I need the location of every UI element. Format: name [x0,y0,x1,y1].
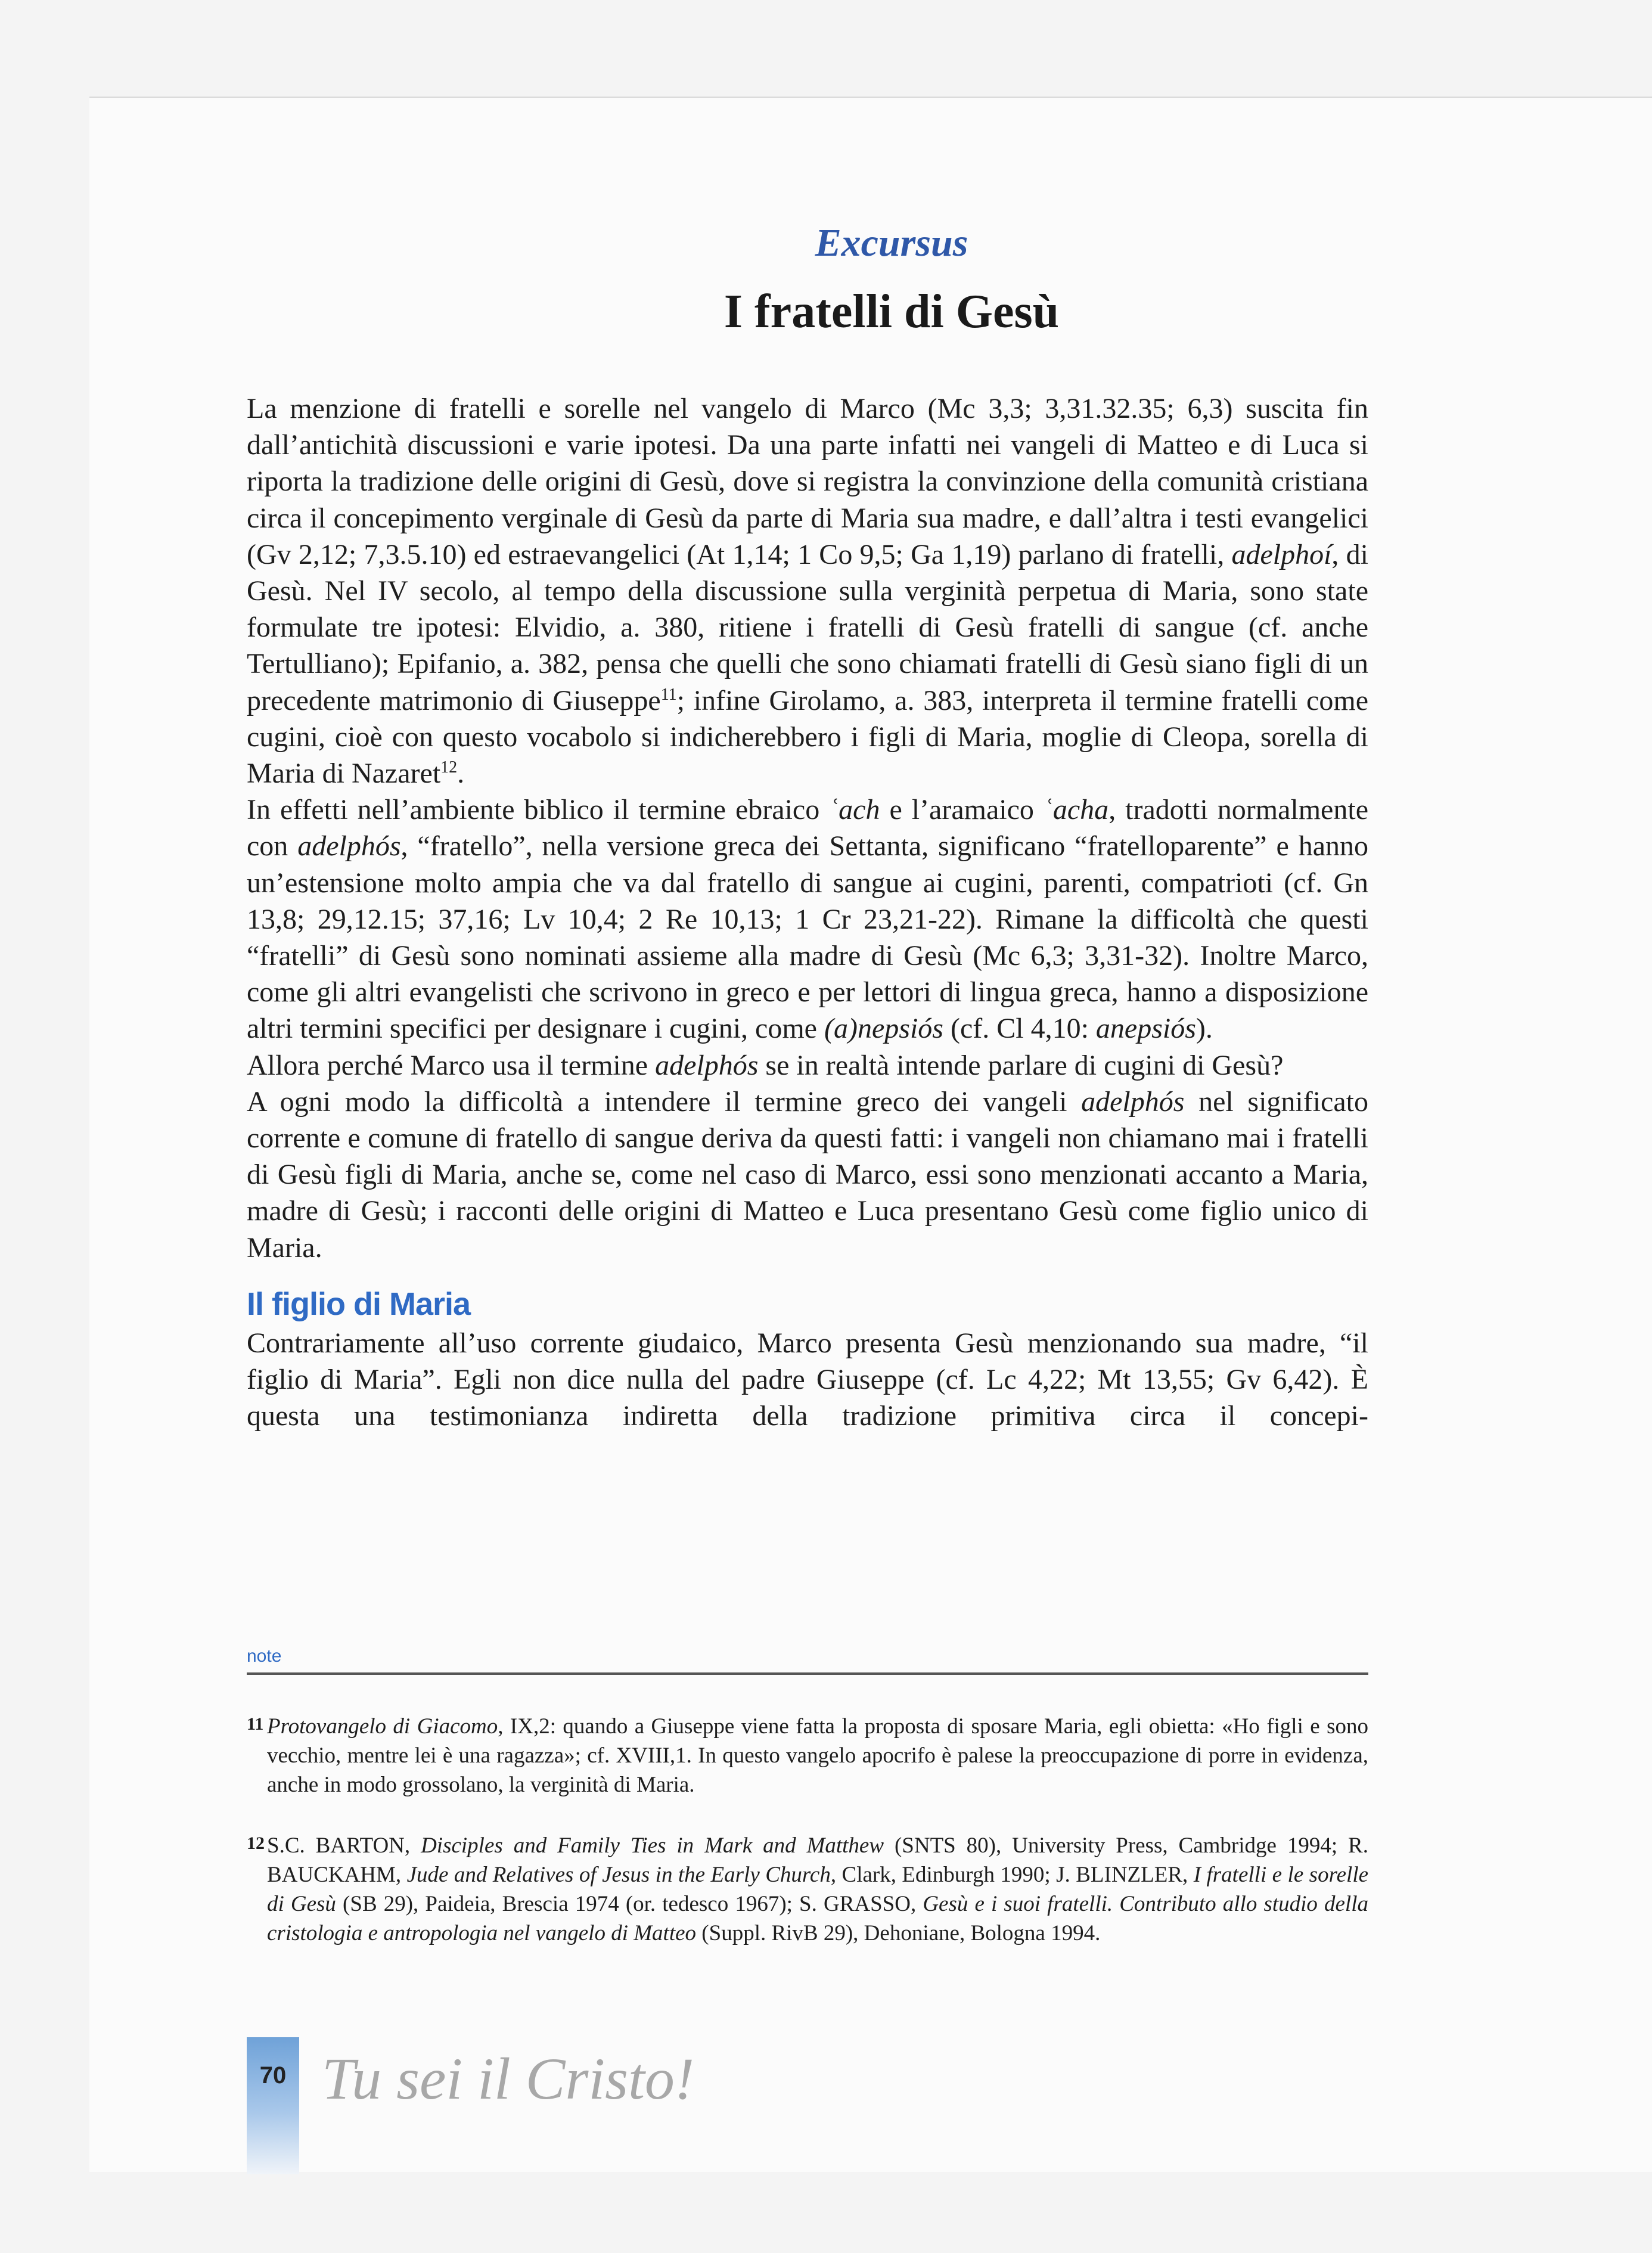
italic-term: Disciples and Family Ties in Mark and Matthew [421,1833,884,1858]
italic-term: adelphós [655,1049,759,1081]
main-text [247,390,1368,1435]
italic-term: adelphós [297,830,401,862]
text-run: , “fratello”, nella versione greca dei Settanta, significano “fratelloparente” e hanno un’estensione molto ampia che va dal fratello di sangue ai cugini, parenti, compatrioti (cf. Gn 13,8; 29,12.15; 37,16; Lv 10,4; 2 Re 10,13; 1 Cr 23,21-22). Rimane la difficoltà che questi “fratelli” di Gesù sono nominati assieme alla madre di Gesù (Mc 6,3; 3,31-32). Inoltre Marco, come gli altri evangelisti che scrivono in greco e per lettori di lingua greca, hanno a disposizione altri termini specifici per designare i cugini, come [247,830,1368,1045]
text-run: , IX,2: quando a Giuseppe viene fatta la proposta di sposare Maria, egli obietta: «Ho figli e sono vecchio, mentre lei è una ragazza»; cf. XVIII,1. In questo vangelo apocrifo è palese la preoccupazione di porre in evidenza, anche in modo grossolano, la verginità di Maria. [267,1714,1368,1797]
text-run: A ogni modo la difficoltà a intendere il termine greco dei vangeli [247,1085,1082,1118]
text-run: (SB 29), Paideia, Brescia 1974 (or. tedesco 1967); S. GRASSO, [336,1892,923,1916]
footnote-ref: 12 [440,758,458,777]
text-run: se in realtà intende parlare di cugini di Gesù? [758,1049,1284,1081]
notes-divider [247,1672,1368,1675]
text-run: Contrariamente all’uso corrente giudaico, Marco presenta Gesù menzionando sua madre, “il figlio di Maria”. Egli non dice nulla del padre Giuseppe (cf. Lc 4,22; Mt 13,55; Gv 6,42). È questa una testimonianza indiretta della tradizione primitiva circa il concepi- [247,1327,1368,1432]
italic-term: Protovangelo di Giacomo [267,1714,498,1739]
text-run: (Suppl. RivB 29), Dehoniane, Bologna 1994. [696,1921,1101,1945]
italic-term: Gesù e i suoi fratelli. Contributo allo studio della cristologia e antropologia nel vangelo di Matteo [267,1892,1368,1945]
excursus-kicker: Excursus [815,221,968,265]
text-run: In effetti nell’ambiente biblico il termine ebraico [247,794,830,826]
paragraph [247,1084,1368,1266]
text-run: , di Gesù. Nel IV secolo, al tempo della discussione sulla verginità perpetua di Maria, sono state formulate tre ipotesi: Elvidio, a. 380, ritiene i fratelli di Gesù fratelli di sangue (cf. anche Tertulliano); Epifanio, a. 382, pensa che quelli che sono chiamati fratelli di Gesù siano figli di un precedente matrimonio di Giuseppe [247,538,1368,716]
italic-term: ʿacha [1043,794,1109,826]
running-title: Tu sei il Cristo! [322,2046,695,2112]
text-run: , tradotti normalmente con [247,794,1368,862]
paragraph [247,1047,1368,1084]
paragraph [247,390,1368,792]
page-number: 70 [259,2062,287,2088]
text-run: S.C. BARTON, [267,1833,421,1858]
text-run: Allora perché Marco usa il termine [247,1049,656,1081]
paragraph [247,1325,1368,1435]
notes-label: note [247,1646,282,1666]
text-run: e l’aramaico [880,794,1044,826]
page-number-tab [247,2037,299,2174]
italic-term: I fratelli e le sorelle di Gesù [267,1863,1369,1916]
paragraph [247,792,1368,1047]
footnote-number: 11 [247,1714,264,1734]
italic-term: (a)nepsiós [824,1013,943,1045]
page-title: I fratelli di Gesù [723,285,1060,338]
italic-term: Jude and Relatives of Jesus in the Early Church [406,1863,831,1887]
footnote-number: 12 [247,1833,265,1853]
italic-term: anepsiós [1095,1013,1196,1045]
text-run: . [457,758,465,790]
footnote-12 [247,1831,1368,1948]
footnote-text [267,1831,1368,1948]
text-run: , Clark, Edinburgh 1990; J. BLINZLER, [830,1863,1194,1887]
text-run: ; infine Girolamo, a. 383, interpreta il termine fratelli come cugini, cioè con questo vocabolo si indicherebbero i figli di Maria, moglie di Cleopa, sorella di Maria di Nazaret [247,684,1368,790]
text-run: La menzione di fratelli e sorelle nel vangelo di Marco (Mc 3,3; 3,31.32.35; 6,3) suscita fin dall’antichità discussioni e varie ipotesi. Da una parte infatti nei vangeli di Matteo e di Luca si riporta la tradizione delle origini di Gesù, dove si registra la convinzione della comunità cristiana circa il concepimento verginale di Gesù da parte di Maria sua madre, e dall’altra i testi evangelici (Gv 2,12; 7,3.5.10) ed estraevangelici (At 1,14; 1 Co 9,5; Ga 1,19) parlano di fratelli, [247,393,1368,570]
footnote-text [267,1712,1368,1799]
italic-term: adelphós [1081,1085,1185,1118]
section-heading: Il figlio di Maria [247,1286,471,1322]
italic-term: ʿach [829,794,880,826]
text-run: (cf. Cl 4,10: [943,1013,1096,1045]
footnote-11 [247,1712,1368,1799]
text-run: (SNTS 80), University Press, Cambridge 1994; R. BAUCKAHM, [267,1833,1368,1887]
italic-term: adelphoí [1231,538,1332,570]
text-run: ). [1195,1013,1213,1045]
text-run: nel significato corrente e comune di fratello di sangue deriva da questi fatti: i vangeli non chiamano mai i fratelli di Gesù figli di Maria, anche se, come nel caso di Marco, essi sono menzionati accanto a Maria, madre di Gesù; i racconti delle origini di Matteo e Luca presentano Gesù come figlio unico di Maria. [247,1085,1369,1264]
footnote-ref: 11 [660,685,677,704]
